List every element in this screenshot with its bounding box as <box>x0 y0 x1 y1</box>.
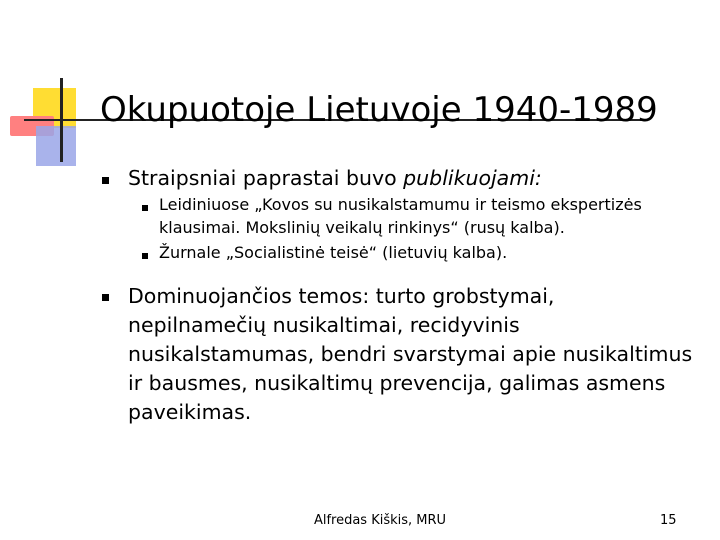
bullet-icon <box>102 177 109 184</box>
bullet-1-text <box>128 164 542 193</box>
bullet-2-line-3: nusikalstamumas, bendri svarstymai apie nusikaltimus <box>128 342 693 366</box>
footer-author: Alfredas Kiškis, MRU <box>313 513 447 528</box>
sub-bullet-icon <box>142 205 148 211</box>
bullet-2-line-4: ir bausmes, nusikaltimų prevencija, galimas asmens <box>128 371 666 395</box>
slide-logo-decoration <box>0 0 140 170</box>
bullet-1-plain: Straipsniai paprastai buvo <box>128 166 404 190</box>
sub-bullet-1-line-2: klausimai. Mokslinių veikalų rinkinys“ (rusų kalba). <box>159 218 565 237</box>
bullet-2-line-5: paveikimas. <box>128 400 252 424</box>
bullet-icon <box>102 294 109 301</box>
sub-bullet-2-line-1: Žurnale „Socialistinė teisė“ (lietuvių kalba). <box>159 243 508 262</box>
page-number: 15 <box>660 513 677 528</box>
bullet-2-line-1: Dominuojančios temos: turto grobstymai, <box>128 284 555 308</box>
bullet-2-line-2: nepilnamečių nusikaltimai, recidyvinis <box>128 313 520 337</box>
sub-bullet-icon <box>142 253 148 259</box>
slide-title: Okupuotoje Lietuvoje 1940-1989 <box>100 90 658 130</box>
blue-square <box>36 126 76 166</box>
bullet-1-italic: publikuojami: <box>403 166 542 190</box>
sub-bullet-1-line-1: Leidiniuose „Kovos su nusikalstamumu ir teismo ekspertizės <box>159 195 642 214</box>
